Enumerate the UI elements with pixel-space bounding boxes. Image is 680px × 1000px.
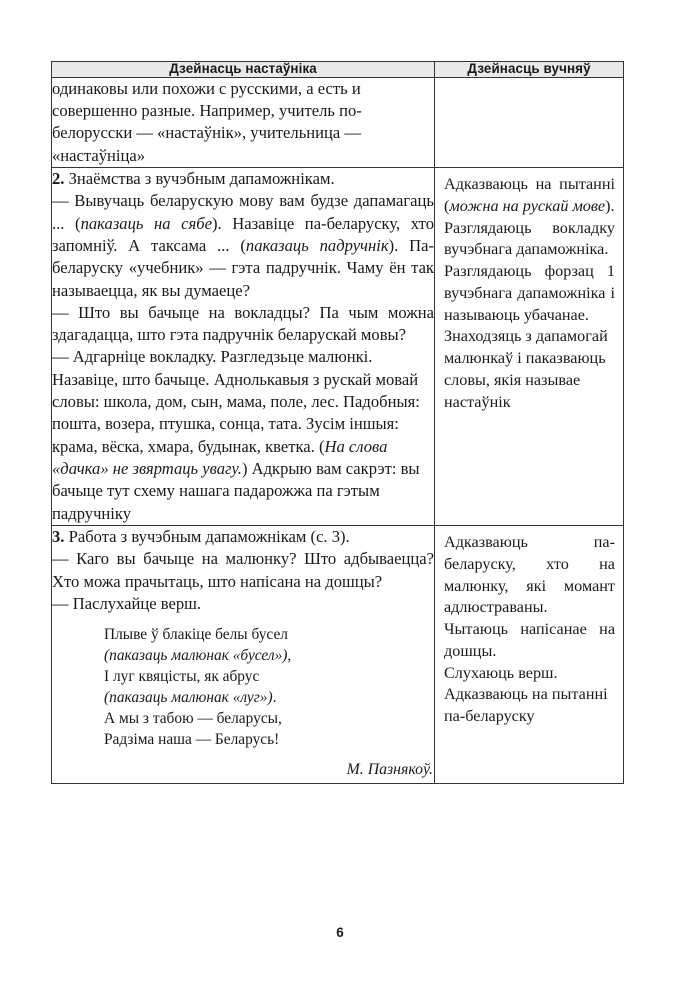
- text-run: Знаходзяць з дапамогай малюнкаў і паказваюць словы, якія называе настаўнік: [444, 327, 608, 411]
- poem-line: [104, 666, 434, 687]
- column-header-teacher-activity: Дзейнасць настаўніка: [52, 62, 435, 78]
- paragraph: [444, 663, 615, 685]
- paragraph: [52, 78, 434, 167]
- cell-pupil-activity: [435, 525, 624, 783]
- text-run: — Паслухайце верш.: [52, 593, 202, 613]
- italic-run: можна на рускай мове: [449, 196, 606, 215]
- page-number: 6: [336, 925, 344, 940]
- text-run: Адказваюць на пытанні (: [444, 174, 615, 215]
- table-row: [52, 167, 624, 525]
- table-row: [52, 525, 624, 783]
- cell-pupil-activity: [435, 77, 624, 167]
- paragraph: [444, 684, 615, 728]
- text-run: ) Адкрыю вам сакрэт: вы бачыце тут схему нашага падарожжа па гэтым падручніку: [52, 459, 420, 523]
- bold-run: 2.: [52, 168, 65, 188]
- poem-line: [104, 708, 434, 729]
- italic-run: паказаць на сябе: [80, 213, 212, 233]
- paragraph: [444, 532, 615, 619]
- table-header: [52, 62, 624, 78]
- italic-run: (паказаць малюнак «луг»): [104, 689, 273, 707]
- column-header-pupil-activity: Дзейнасць вучняў: [435, 62, 624, 78]
- section-heading: [52, 526, 434, 548]
- poem-block: [52, 624, 434, 781]
- paragraph: [52, 548, 434, 593]
- text-run: — Вывучаць беларускую мову вам будзе дапамагаць ... (: [52, 191, 434, 233]
- paragraph: [52, 593, 434, 615]
- paragraph: [444, 218, 615, 262]
- paragraph: [52, 190, 434, 302]
- text-run: ). Па-беларуску «учебник» — гэта падручнік. Чаму ён так называецца, як вы думаеце?: [52, 235, 434, 300]
- text-run: .: [272, 689, 277, 707]
- paragraph: [444, 174, 615, 218]
- text-run: Знаёмства з вучэбным дапаможнікам.: [64, 168, 335, 188]
- poem-line: [104, 624, 434, 645]
- cell-pupil-activity: [435, 167, 624, 525]
- cell-teacher-activity: [52, 525, 435, 783]
- text-run: Разглядаюць вокладку вучэбнага дапаможніка.: [444, 218, 615, 259]
- text-run: — Каго вы бачыце на малюнку? Што адбываецца? Хто можа прачытаць, што напісана на дошцы?: [52, 549, 434, 591]
- text-run: Плыве ў блакіце белы бусел: [104, 626, 288, 644]
- italic-run: (паказаць малюнак «бусел»): [104, 647, 288, 665]
- text-run: А мы з табою — беларусы,: [104, 710, 282, 728]
- paragraph: [52, 302, 434, 347]
- table-body: [52, 77, 624, 783]
- cell-teacher-activity: [52, 167, 435, 525]
- text-run: Работа з вучэбным дапаможнікам (с. 3).: [64, 526, 350, 546]
- text-run: Слухаюць верш.: [444, 663, 558, 682]
- table-header-row: [52, 62, 624, 78]
- paragraph: [444, 261, 615, 326]
- text-run: ). Назавіце па-беларуску, хто запомніў. А таксама ... (: [52, 213, 434, 255]
- table-row: [52, 77, 624, 167]
- paragraph: [52, 346, 434, 525]
- poem-line: [104, 729, 434, 750]
- text-run: одинаковы или похожи с русскими, а есть и совершенно разные. Например, учитель по-белорусски — «настаўнік», учительница — «настаўніца»: [52, 78, 362, 165]
- text-run: Разглядаюць форзац 1 вучэбнага дапаможніка і называюць убачанае.: [444, 262, 615, 324]
- poem-line: [104, 687, 434, 708]
- paragraph: [444, 619, 615, 663]
- text-run: ).: [605, 196, 615, 215]
- text-run: Адказваюць на пытанні па-беларуску: [444, 685, 608, 726]
- text-run: ,: [287, 647, 292, 665]
- text-run: Адказваюць па-беларуску, хто на малюнку, які момант адлюстраваны.: [444, 532, 615, 617]
- lesson-plan-table: [51, 61, 624, 784]
- text-run: Радзіма наша — Беларусь!: [104, 731, 280, 749]
- poem-line: [104, 645, 434, 666]
- text-run: Чытаюць напісанае на дошцы.: [444, 620, 615, 660]
- text-run: — Што вы бачыце на вокладцы? Па чым можна здагадацца, што гэта падручнік беларускай мовы?: [52, 302, 434, 345]
- bold-run: 3.: [52, 526, 65, 546]
- section-heading: [52, 168, 434, 190]
- italic-run: На слова «дачка» не звяртаць увагу.: [52, 436, 388, 479]
- text-run: — Адгарніце вокладку. Разгледзьце малюнкі. Назавіце, што бачыце. Аднолькавыя з рускай мовай словы: школа, дом, сын, мама, поле, лес. Падобныя: пошта, возера, птушка, сонца, тата. Зусім іншыя: крама, вёска, хмара, будынак, кветка. (: [52, 347, 420, 456]
- italic-run: паказаць падручнік: [245, 235, 389, 255]
- poem-author: М. Пазнякоў.: [346, 761, 433, 779]
- text-run: І луг квяцісты, як абрус: [104, 668, 260, 686]
- cell-teacher-activity: [52, 77, 435, 167]
- paragraph: [444, 326, 615, 413]
